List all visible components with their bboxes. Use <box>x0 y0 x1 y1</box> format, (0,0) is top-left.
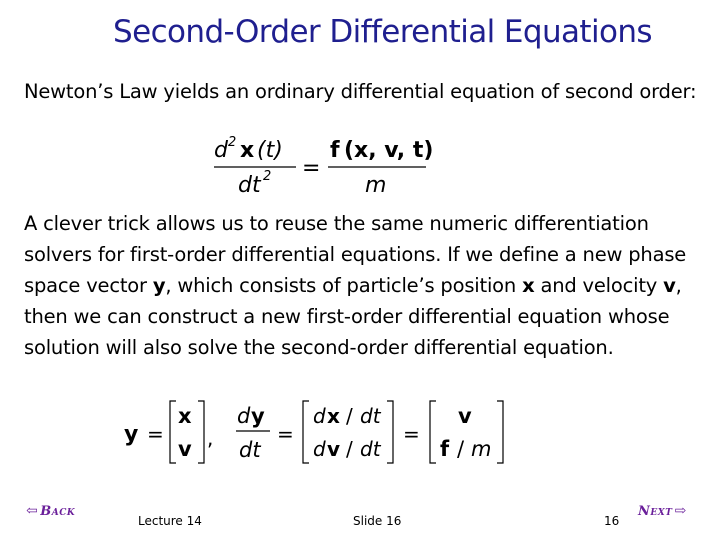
eq2-vec1-bottom: v <box>178 437 192 461</box>
eq2-equals-2: = <box>277 422 294 446</box>
svg-text:/: / <box>346 437 353 461</box>
next-button[interactable] <box>638 503 687 519</box>
svg-text:dt: dt <box>360 404 381 428</box>
p2-part2: , which consists of particle’s position <box>165 274 523 297</box>
eq2-equals-3: = <box>403 422 420 446</box>
svg-text:d: d <box>313 437 326 461</box>
eq2-comma: , <box>207 426 214 450</box>
eq2-vec1-left-bracket <box>170 401 176 463</box>
footer-slide-number: 16 <box>604 514 620 528</box>
eq2-vec3-bottom <box>440 437 491 461</box>
eq1-arg: (t) <box>257 138 283 163</box>
eq1-rhs-numerator <box>330 138 433 163</box>
equation-second-order <box>210 130 440 200</box>
svg-text:f: f <box>440 437 450 461</box>
eq2-y: y <box>124 422 139 447</box>
eq2-vec3-top: v <box>458 404 472 428</box>
back-button[interactable] <box>26 503 75 519</box>
eq2-vec1-right-bracket <box>198 401 204 463</box>
eq2-dy-y: y <box>251 404 265 428</box>
slide-title: Second-Order Differential Equations <box>113 14 652 50</box>
eq1-d: d <box>214 138 228 163</box>
eq2-vec1-top: x <box>178 404 192 428</box>
svg-text:m: m <box>471 437 492 461</box>
svg-text:d: d <box>313 404 326 428</box>
svg-text:dt: dt <box>360 437 381 461</box>
eq2-vec2-right-bracket <box>387 401 393 463</box>
p2-part3: and velocity <box>534 274 664 297</box>
eq2-vec3-left-bracket <box>430 401 436 463</box>
eq1-lhs-numerator <box>214 135 283 163</box>
paragraph-newtons-law: Newton’s Law yields an ordinary differential equation of second order: <box>24 80 697 103</box>
eq1-equals: = <box>302 156 321 181</box>
back-label: Back <box>40 503 76 519</box>
footer-lecture: Lecture 14 <box>138 514 202 528</box>
p2-bold-x: x <box>522 274 535 297</box>
svg-text:/: / <box>346 404 353 428</box>
eq2-vec2-left-bracket <box>303 401 309 463</box>
svg-text:x: x <box>327 404 340 428</box>
eq2-vec3-right-bracket <box>497 401 503 463</box>
eq2-vec2-top <box>313 404 382 428</box>
eq2-vec2-bottom <box>313 437 382 461</box>
footer-slide: Slide 16 <box>353 514 402 528</box>
p2-part1: A clever trick allows us to reuse the same numeric differentiation solvers for first-order differential equations. If we define a new phase space vector <box>24 212 687 297</box>
back-arrow-icon: ⇦ <box>26 503 39 519</box>
eq1-rhs-denominator: m <box>365 173 387 198</box>
eq2-equals-1: = <box>147 422 164 446</box>
next-label: Next <box>638 503 673 519</box>
p2-part4: , then we can construct a new first-order differential equation whose solution will also solve the second-order differential equation. <box>24 274 682 359</box>
p2-bold-y: y <box>152 274 166 297</box>
eq1-lhs-denominator: dt <box>238 173 261 198</box>
eq2-dy-d: d <box>237 404 251 428</box>
svg-text:v: v <box>327 437 341 461</box>
eq1-d-sup: 2 <box>228 135 237 150</box>
eq1-f-args: (x, v, t) <box>344 138 434 163</box>
equation-phase-space <box>120 395 510 470</box>
p2-bold-v: v <box>663 274 676 297</box>
eq2-dy-den: dt <box>239 438 261 462</box>
paragraph-phase-space <box>24 208 700 363</box>
eq1-den-sup: 2 <box>263 169 272 184</box>
next-arrow-icon: ⇨ <box>674 503 687 519</box>
eq1-f: f <box>330 138 340 163</box>
eq1-x: x <box>240 138 255 163</box>
svg-text:/: / <box>457 437 465 461</box>
